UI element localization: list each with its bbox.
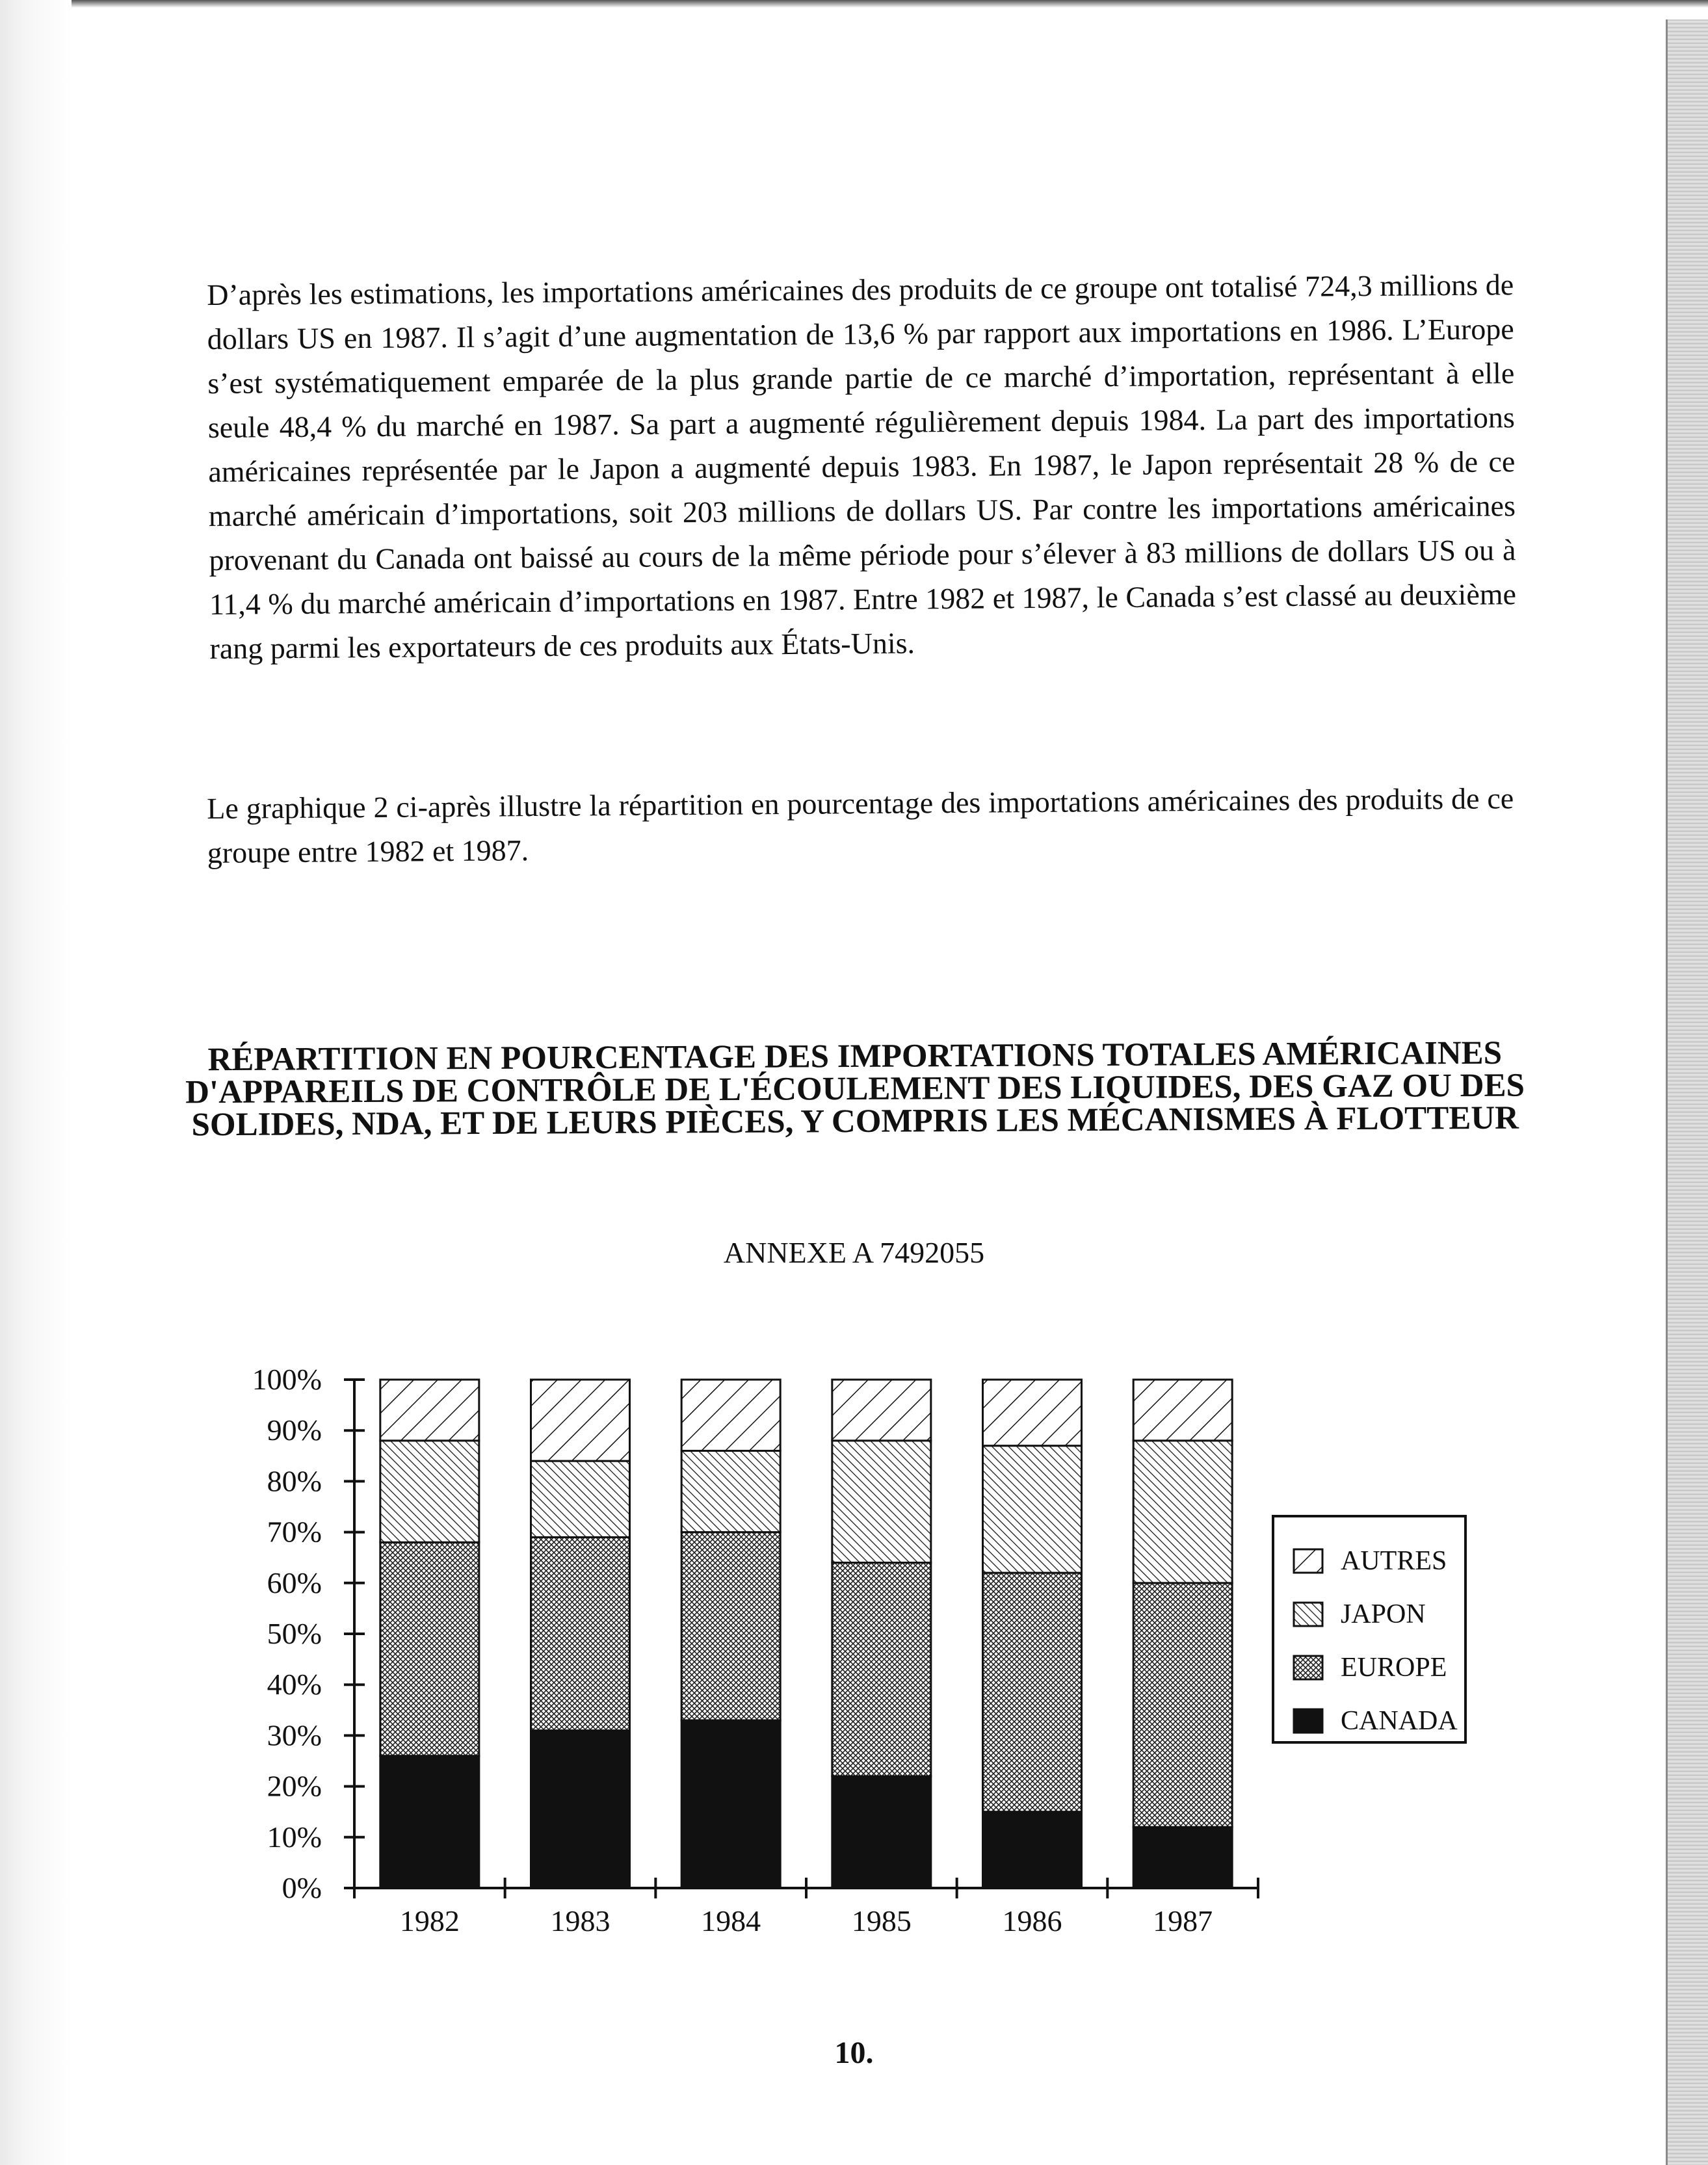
- legend-item-europe: [1293, 1641, 1464, 1694]
- y-tick-label-70pct: 70%: [267, 1515, 322, 1549]
- chart-legend: [1272, 1515, 1467, 1744]
- y-tick-label-50pct: 50%: [267, 1617, 322, 1650]
- bar-segment-autres-1982: [380, 1380, 479, 1441]
- bar-segment-europe-1982: [380, 1542, 479, 1755]
- x-tick-label-1987: 1987: [1153, 1904, 1213, 1937]
- legend-item-canada: [1293, 1694, 1464, 1748]
- bar-segment-japon-1982: [380, 1441, 479, 1542]
- y-tick-label-20pct: 20%: [267, 1769, 322, 1803]
- chart-title-line-2: D'APPAREILS DE CONTRÔLE DE L'ÉCOULEMENT DES LIQUIDES, DES GAZ OU DES: [185, 1067, 1525, 1111]
- y-tick-label-80pct: 80%: [267, 1464, 322, 1498]
- bar-segment-japon-1985: [832, 1441, 931, 1563]
- bar-segment-canada-1984: [681, 1720, 780, 1888]
- x-tick-label-1983: 1983: [550, 1904, 611, 1937]
- bar-segment-japon-1983: [531, 1461, 630, 1537]
- bar-segment-japon-1986: [983, 1446, 1082, 1573]
- legend-item-japon: [1293, 1588, 1464, 1641]
- bar-segment-europe-1984: [681, 1532, 780, 1720]
- bar-segment-canada-1983: [531, 1731, 630, 1888]
- bar-segment-autres-1983: [531, 1380, 630, 1461]
- bar-segment-canada-1986: [983, 1812, 1082, 1888]
- x-tick-label-1984: 1984: [701, 1904, 761, 1937]
- legend-label-europe: EUROPE: [1341, 1653, 1447, 1683]
- y-tick-label-30pct: 30%: [267, 1718, 322, 1752]
- x-tick-label-1985: 1985: [851, 1904, 912, 1937]
- bar-segment-canada-1982: [380, 1756, 479, 1888]
- y-tick-label-40pct: 40%: [267, 1668, 322, 1701]
- y-tick-label-90pct: 90%: [267, 1413, 322, 1447]
- legend-swatch-europe: [1293, 1655, 1324, 1681]
- chart-subtitle: ANNEXE A 7492055: [723, 1236, 985, 1269]
- y-tick-label-10pct: 10%: [267, 1820, 322, 1854]
- body-paragraph-2: Le graphique 2 ci-après illustre la répartition en pourcentage des importations américaines des produits de ce groupe entre 1982 et 1987.: [207, 781, 1514, 869]
- chart-title-line-3: SOLIDES, NDA, ET DE LEURS PIÈCES, Y COMPRIS LES MÉCANISMES À FLOTTEUR: [191, 1099, 1519, 1144]
- bar-segment-japon-1984: [681, 1450, 780, 1532]
- legend-item-autres: [1293, 1534, 1464, 1588]
- bar-segment-autres-1984: [681, 1380, 780, 1450]
- y-tick-label-0pct: 0%: [282, 1871, 322, 1904]
- page-number: 10.: [834, 2036, 874, 2070]
- x-tick-label-1982: 1982: [399, 1904, 460, 1937]
- chart-plot-area: [252, 1363, 1258, 1937]
- bar-segment-japon-1987: [1133, 1441, 1232, 1583]
- legend-swatch-autres: [1293, 1548, 1324, 1574]
- bar-segment-autres-1987: [1133, 1380, 1232, 1441]
- y-tick-label-100pct: 100%: [252, 1363, 322, 1396]
- bar-segment-europe-1985: [832, 1563, 931, 1776]
- x-tick-label-1986: 1986: [1002, 1904, 1062, 1937]
- legend-label-autres: AUTRES: [1341, 1546, 1447, 1576]
- legend-swatch-japon: [1293, 1601, 1324, 1627]
- body-paragraph-1: D’après les estimations, les importations américaines des produits de ce groupe ont totalisé 724,3 millions de dollars US en 1987. Il s’agit d’une augmentation de 13,6 % par rapport aux importations en 1986. L’Europe s’est systématiquement emparée de la plus grande partie de ce marché d’importation, représentant à elle seule 48,4 % du marché en 1987. Sa part a augmenté régulièrement depuis 1984. La part des importations américaines représentée par le Japon a augmenté depuis 1983. En 1987, le Japon représentait 28 % de ce marché américain d’importations, soit 203 millions de dollars US. Par contre les importations américaines provenant du Canada ont baissé au cours de la même période pour s’élever à 83 millions de dollars US ou à 11,4 % du marché américain d’importations en 1987. Entre 1982 et 1987, le Canada s’est classé au deuxième rang parmi les exportateurs de ces produits aux États-Unis.: [207, 268, 1517, 665]
- bar-segment-autres-1986: [983, 1380, 1082, 1446]
- bar-segment-europe-1987: [1133, 1583, 1232, 1827]
- bar-segment-canada-1987: [1133, 1827, 1232, 1888]
- chart-title-line-1: RÉPARTITION EN POURCENTAGE DES IMPORTATIONS TOTALES AMÉRICAINES: [207, 1034, 1503, 1079]
- legend-label-canada: CANADA: [1341, 1706, 1458, 1736]
- y-tick-label-60pct: 60%: [267, 1566, 322, 1599]
- legend-swatch-canada: [1293, 1708, 1324, 1734]
- bar-segment-autres-1985: [832, 1380, 931, 1441]
- bar-segment-europe-1983: [531, 1537, 630, 1730]
- bar-segment-europe-1986: [983, 1573, 1082, 1812]
- legend-label-japon: JAPON: [1341, 1599, 1426, 1629]
- bar-segment-canada-1985: [832, 1776, 931, 1888]
